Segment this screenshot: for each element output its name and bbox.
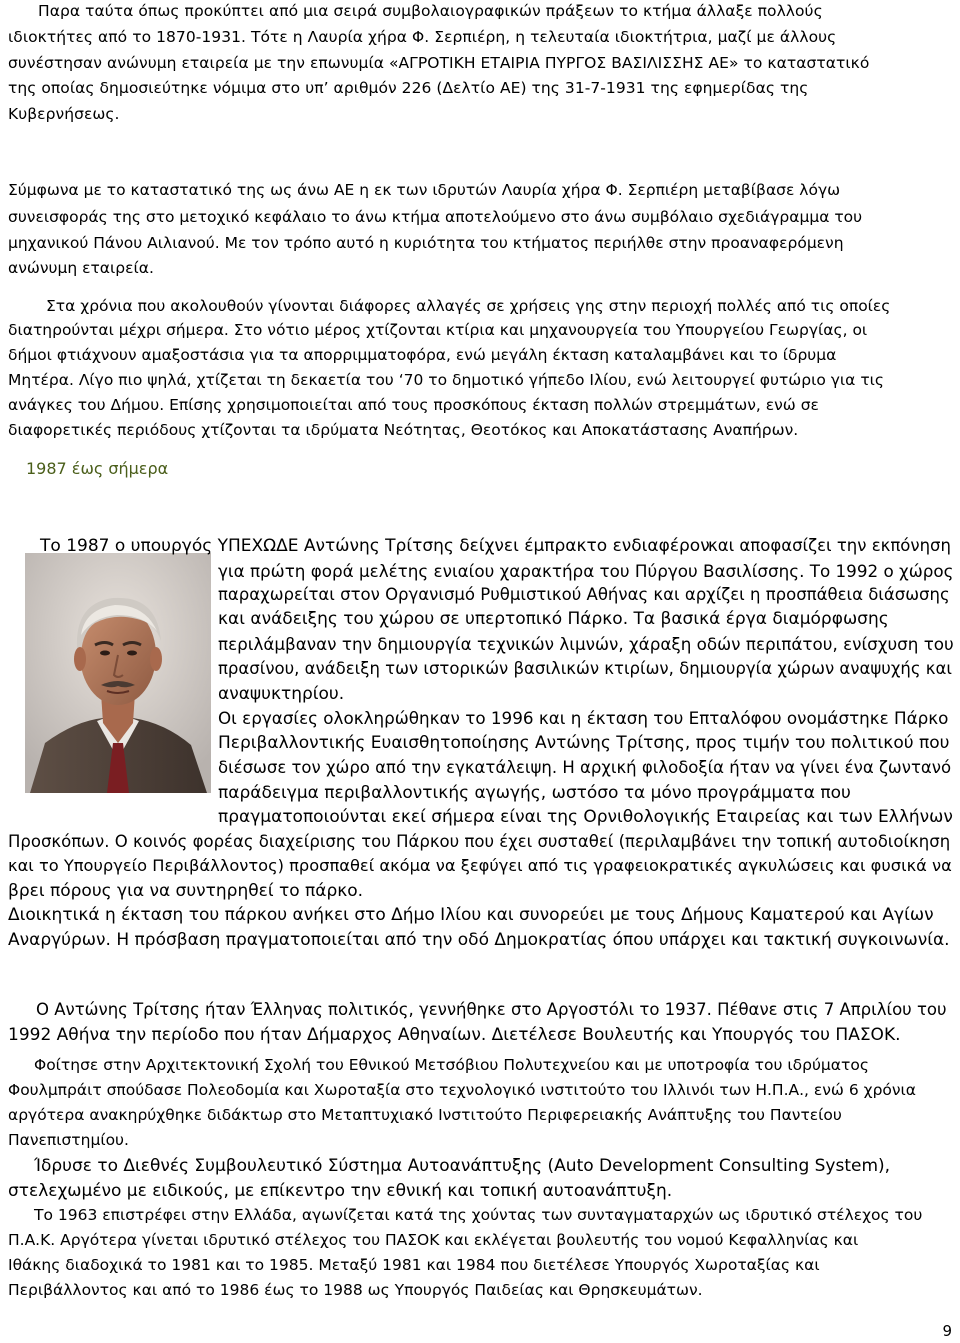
text-line: διατηρούνται μέχρι σήμερα. Στο νότιο μέρος χτίζονται κτίρια και μηχανουργεία του Υπουργείου Γεωργίας, οι xyxy=(8,321,868,339)
portrait-illustration xyxy=(25,553,211,793)
text-line: Περιβαλλοντικής Ευαισθητοποίησης Αντώνης Τρίτσης, προς τιμήν του πολιτικού που xyxy=(218,733,950,753)
text-line: Ο Αντώνης Τρίτσης ήταν Έλληνας πολιτικός, γεννήθηκε στο Αργοστόλι το 1937. Πέθανε στις 7 Απριλίου του xyxy=(36,1000,947,1019)
text-line: βρει πόρους για να συντηρηθεί το πάρκο. xyxy=(8,881,364,901)
text-line: Φουλμπράιτ σπούδασε Πολεοδομία και Χωροταξία στο τεχνολογικό ινστιτούτο του Ιλλινόι των Η.Π.Α., ενώ 6 χρόνια xyxy=(8,1081,917,1099)
text-line: 1992 Αθήνα την περίοδο που ήταν Δήμαρχος Αθηναίων. Διετέλεσε Βουλευτής και Υπουργός του ΠΑΣΟΚ. xyxy=(8,1025,901,1045)
text-line: Π.Α.Κ. Αργότερα γίνεται ιδρυτικό στέλεχος του ΠΑΣΟΚ και εκλέγεται βουλευτής του νομού Κεφαλληνίας και xyxy=(8,1231,859,1249)
text-line: αργότερα ανακηρύχθηκε διδάκτωρ στο Μεταπτυχιακό Ινστιτούτο Περιφερειακής Ανάπτυξης του Παντείου xyxy=(8,1106,842,1124)
text-line: Περιβάλλοντος και από το 1986 έως το 1988 ως Υπουργός Παιδείας και Θρησκευμάτων. xyxy=(8,1281,703,1299)
text-line: πραγματοποιούνται εκεί σήμερα είναι της Ορνιθολογικής Εταιρείας και των Ελλήνων xyxy=(218,807,953,827)
text-line: ανάγκες του Δήμου. Επίσης χρησιμοποιείται από τους προσκόπους έκταση πολλών στρεμμάτων, ενώ σε xyxy=(8,396,819,414)
text-line: δήμοι φτιάχνουν αμαξοστάσια για τα απορριμματοφόρα, ενώ μεγάλη έκταση καταλαμβάνει και το ίδρυμα xyxy=(8,346,837,364)
text-line: Διοικητικά η έκταση του πάρκου ανήκει στο Δήμο Ιλίου και συνορεύει με τους Δήμους Καματερού και Αγίων xyxy=(8,905,934,925)
text-line: Αναργύρων. Η πρόσβαση πραγματοποιείται από την οδό Δημοκρατίας όπου υπάρχει και τακτική συγκοινωνία. xyxy=(8,930,950,950)
text-line: ιδιοκτήτες από το 1870-1931. Τότε η Λαυρία χήρα Φ. Σερπιέρη, η τελευταία ιδιοκτήτρια, μαζί με άλλους xyxy=(8,28,837,46)
text-line: Μητέρα. Λίγο πιο ψηλά, χτίζεται τη δεκαετία του ‘70 το δημοτικό γήπεδο Ιλίου, ενώ λειτουργεί φυτώριο για τις xyxy=(8,371,884,389)
text-line: Ιθάκης διαδοχικά το 1981 και το 1985. Μεταξύ 1981 και 1984 που διετέλεσε Υπουργός Χωροταξίας και xyxy=(8,1256,820,1274)
page-number: 9 xyxy=(942,1322,952,1340)
text-line: για πρώτη φορά μελέτης ενιαίου χαρακτήρα του Πύργου Βασιλίσσης. Το 1992 ο χώρος xyxy=(218,561,954,581)
text-line: και αποφασίζει την εκπόνηση xyxy=(708,536,951,555)
text-line: Στα χρόνια που ακολουθούν γίνονται διάφορες αλλαγές σε χρήσεις γης στην περιοχή πολλές από τις οποίες xyxy=(46,297,891,315)
text-line: πρασίνου, ανάδειξη των ιστορικών βασιλικών κτιρίων, δημιουργία χώρων αναψυχής και xyxy=(218,659,952,678)
text-line: Παρα ταύτα όπως προκύπτει από μια σειρά συμβολαιογραφικών πράξεων το κτήμα άλλαξε πολλούς xyxy=(38,2,823,20)
text-line: παραχωρείται στον Οργανισμό Ρυθμιστικού Αθήνας και αρχίζει η προσπάθεια διάσωσης xyxy=(218,585,950,604)
text-line: Προσκόπων. Ο κοινός φορέας διαχείρισης του Πάρκου που έχει συσταθεί (περιλαμβάνει την τοπική αυτοδιοίκηση xyxy=(8,832,951,851)
text-line: Κυβερνήσεως. xyxy=(8,105,120,123)
text-line: αναψυκτηρίου. xyxy=(218,684,345,704)
text-line: και το Υπουργείο Περιβάλλοντος) προσπαθεί ακόμα να ξεφύγει από τις γραφειοκρατικές αγκυλώσεις και φυσικά να xyxy=(8,856,952,875)
text-line: Οι εργασίες ολοκληρώθηκαν το 1996 και η έκταση του Επταλόφου ονομάστηκε Πάρκο xyxy=(218,708,949,728)
section-heading: 1987 έως σήμερα xyxy=(26,459,169,478)
text-line: της οποίας δημοσιεύτηκε νόμιμα στο υπ’ αριθμόν 226 (Δελτίο ΑΕ) της 31-7-1931 της εφημερίδας της xyxy=(8,79,809,97)
text-line: Σύμφωνα με το καταστατικό της ως άνω ΑΕ η εκ των ιδρυτών Λαυρία χήρα Φ. Σερπιέρη μεταβίβασε λόγω xyxy=(8,181,841,199)
text-line: διέσωσε τον χώρο από την εγκατάλειψη. Η αρχική φιλοδοξία ήταν να γίνει ένα ζωντανό xyxy=(218,758,952,777)
portrait-photo xyxy=(25,553,211,793)
text-line: Το 1987 ο υπουργός ΥΠΕΧΩΔΕ Αντώνης Τρίτσης δείχνει έμπρακτο ενδιαφέρον xyxy=(40,536,710,556)
text-line: συνέστησαν ανώνυμη εταιρεία με την επωνυμία «ΑΓΡΟΤΙΚΗ ΕΤΑΙΡΙΑ ΠΥΡΓΟΣ ΒΑΣΙΛΙΣΣΗΣ ΑΕ» το καταστατικό xyxy=(8,54,870,72)
text-line: διαφορετικές περιόδους χτίζονται τα ιδρύματα Νεότητας, Θεοτόκος και Αποκατάστασης Αναπήρων. xyxy=(8,421,799,439)
text-line: συνεισφοράς της στο μετοχικό κεφάλαιο το άνω κτήμα αποτελούμενο στο άνω συμβόλαιο σχεδιάγραμμα του xyxy=(8,208,863,226)
text-line: ανώνυμη εταιρεία. xyxy=(8,259,154,277)
text-line: Το 1963 επιστρέφει στην Ελλάδα, αγωνίζεται κατά της χούντας των συνταγματαρχών ως ιδρυτικό στέλεχος του xyxy=(34,1206,923,1224)
text-line: Φοίτησε στην Αρχιτεκτονική Σχολή του Εθνικού Μετσόβιου Πολυτεχνείου και με υποτροφία του ιδρύματος xyxy=(34,1056,869,1074)
text-line: Πανεπιστημίου. xyxy=(8,1131,129,1149)
text-line: μηχανικού Πάνου Αιλιανού. Με τον τρόπο αυτό η κυριότητα του κτήματος περιήλθε στην προαναφερόμενη xyxy=(8,234,844,252)
text-line: στελεχωμένο με ειδικούς, με επίκεντρο την εθνική και τοπική αυτοανάπτυξη. xyxy=(8,1181,673,1201)
text-line: παράδειγμα περιβαλλοντικής αγωγής, ωστόσο τα μόνο προγράμματα που xyxy=(218,783,851,803)
text-line: περιλάμβαναν την δημιουργία τεχνικών λιμνών, χάραξη οδών περιπάτου, ενίσχυση του xyxy=(218,634,954,654)
text-line: Ίδρυσε το Διεθνές Συμβουλευτικό Σύστημα Αυτοανάπτυξης (Auto Development Consulting System), xyxy=(34,1156,891,1176)
text-line: και ανάδειξης του χώρου σε υπερτοπικό Πάρκο. Τα βασικά έργα διαμόρφωσης xyxy=(218,609,889,629)
